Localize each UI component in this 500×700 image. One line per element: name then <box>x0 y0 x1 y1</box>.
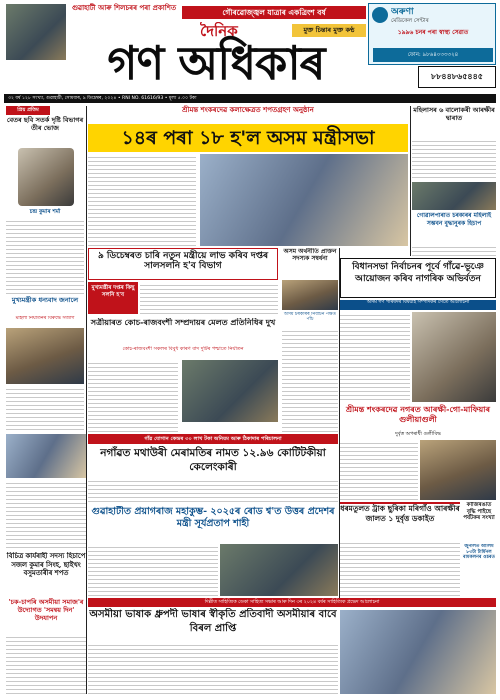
lead-headline[interactable]: ১৪ৰ পৰা ১৮ হ'ল অসম মন্ত্ৰীসভা <box>88 124 408 152</box>
election-photo <box>412 312 496 402</box>
lead-kicker[interactable]: শ্ৰীমন্ত শংকৰদেৱ কলাক্ষেত্ৰত শপতগ্ৰহণ অনুষ্ঠান <box>182 105 314 114</box>
title-word-small: দৈনিক <box>200 22 238 40</box>
ad-footer: ফোন: ৯৮৬৪০৩৩৩২৪ <box>373 48 493 62</box>
pradhan-headline[interactable]: বিচিত্ৰ কাৰ্যৰাহী সদস্য হিচাপে সজল কুমাৰ সিংহ, ছাইখং বসুমতাৰীৰ শপত <box>6 552 86 577</box>
kumbh-photo <box>6 434 86 478</box>
cm-body-text <box>6 386 84 432</box>
samaj-body <box>6 634 86 694</box>
cm-thanks-sub: মহিলা নিৰ্যাতনৰ বিৰুদ্ধে সজাগ <box>15 316 75 321</box>
mafia-headline[interactable]: শ্ৰীমন্ত শংকৰদেৱ নগৰত আৰক্ষী-গো-মাফিয়াৰ গুলীয়াগুলী <box>345 404 491 424</box>
accident-headline[interactable]: ধৰমতুলত ট্ৰাক ছুৰিকা মৰিগাঁও আৰক্ষীৰ জালত ১ দুৰ্বৃত্ত ডকাইত <box>340 502 460 538</box>
mafia-photo <box>420 440 496 500</box>
language-banner: দিল্লীত সাহিত্যিক ডেকা সাহিত্য সভাৰ আৰু দিন ৩ৰ ২০২৪ বৰ্ষৰ সাহিত্যিক প্ৰভেদ আলোচনা <box>88 598 496 607</box>
koch-sub: কোচ-ৰাজবংশী সকলৰ বিবুধ কাৰণ বাদ দুটিৰ পশ্চাতে নিৰ্যাতন <box>122 346 244 352</box>
goalpara-body <box>412 244 496 256</box>
samaj-headline[interactable]: 'চক-চাপৰি অসমীয়া সমাজ'ৰ উদ্যোগত 'সমন্বয় দিন' উদযাপন <box>8 598 84 622</box>
red-news-strip[interactable]: গাঁৱ যোগান কেন্দ্ৰৰ ৩০ লাখ টকা অনিয়ম আৰু ঠিকাদাৰ পৰিচালনা <box>88 434 338 444</box>
portfolio-headline[interactable]: ৯ ডিচেম্বৰত চাৰি নতুন মন্ত্ৰীয়ে লাভ কৰিব দপ্তৰ সালসলনি হ'ব বিভাগ <box>88 248 278 280</box>
assam-sub: অসম চৰকাৰৰ নিৰ্বাচন পক্ষত পাঁচ <box>283 312 337 322</box>
portfolio-body <box>140 282 278 316</box>
left-body-text <box>6 218 84 294</box>
koch-body <box>88 360 178 432</box>
anniversary-banner: গৌৰৱোজ্জ্বল যাত্ৰাৰ একত্ৰিংশ বৰ্ষ <box>182 6 366 19</box>
election-sub: অসম গণ পৰিষদৰ বিষয়াই সম্পাদকৰ সৈতে আলোচনা <box>340 300 496 310</box>
ad-body: ১৯৯৬ চনৰ পৰা স্বাস্থ্য সেৱাত <box>397 29 469 36</box>
top-teaser[interactable]: গুৱাহাটী আৰু শিলচৰৰ পৰা প্ৰকাশিত <box>71 3 177 12</box>
column-divider <box>86 106 87 694</box>
column-divider <box>410 106 411 256</box>
koch-photo <box>182 360 278 422</box>
newspaper-title: গণ অধিকাৰ <box>107 36 325 90</box>
mafia-sub: দুৰ্বৃত্ত অপৰাধী গুলীবিদ্ধ <box>395 431 441 437</box>
women-title[interactable]: মহিলাসৰ ৬ বালোকৰী আৰক্ষীৰ দ্বাৰাত <box>413 106 495 122</box>
column-divider <box>339 248 340 598</box>
tagline: মুক্ত চিন্তাৰ মুক্ত কণ্ঠ <box>292 24 366 37</box>
nagaon-body <box>88 478 338 504</box>
lead-body-text <box>88 154 196 246</box>
left-label: প্ৰিয় প্ৰতিম <box>6 106 50 115</box>
assembly-title[interactable]: জুনালত আলিম ৮৩টা টাৰ্মিনল ৰামকলনৰ ওচৰত <box>463 544 495 561</box>
cricket-photo <box>6 4 66 60</box>
left-feature-title[interactable]: বেতৰ ছবি সতৰ্ক দৃষ্টি বিভাগৰ তীৰ ভোজ <box>6 116 84 132</box>
kumbh-left-body <box>6 480 86 550</box>
assam-headline[interactable]: অসম অৰ্থনীতি প্ৰাক্তন সদস্যক সম্বৰ্ধনা <box>283 248 337 262</box>
nagaon-headline[interactable]: নগাঁৱত মথাউৰী মেৰামতিৰ নামত ১২.৯৬ কোটিটকীয়া কেলেংকাৰী <box>100 447 326 473</box>
dateline-bar: ৩২ বৰ্ষ ১২৮ সংখ্যা, গুৱাহাটী, সোমবাৰ, ৯ ডিচেম্বৰ, ২০২৪ • RNI NO. 61616/93 • মূল্য ৫.০০ টকা <box>4 94 496 103</box>
cm-thanks-title[interactable]: মুখ্যমন্ত্ৰীক ধন্যবাদ জনালে <box>11 296 79 304</box>
assam-photo <box>282 280 338 310</box>
language-headline[interactable]: অসমীয়া ভাষাক ধ্ৰুপদী ভাষাৰ স্বীকৃতি প্ৰতিবাদী অসমীয়াৰ বাবে বিৰল প্ৰাপ্তি <box>89 609 337 634</box>
cabinet-photo <box>200 154 408 246</box>
assam-body <box>282 328 338 432</box>
author-photo <box>18 148 74 206</box>
ad-subtitle: মেডিকেল সেন্টাৰ <box>391 18 429 24</box>
portfolio-tag: মুখ্যমন্ত্ৰীৰ দপ্তৰ কিছু সলনি হ'ব <box>88 282 138 314</box>
accident-body <box>340 540 460 596</box>
left-byline: চন্দ্ৰ কুমাৰ শৰ্মা <box>29 209 61 215</box>
kumbh-headline[interactable]: গুৱাহাটীত প্ৰয়াগৰাজ মহাকুম্ভ- ২০২৫ৰ ৰোড শ্ব'ত উত্তৰ প্ৰদেশৰ মন্ত্ৰী সূৰ্যপ্ৰতাপ শাহী <box>91 506 335 529</box>
language-photo <box>340 610 496 694</box>
mafia-body <box>340 440 418 500</box>
election-body <box>340 312 410 402</box>
ad-title: অৰুণা <box>391 7 414 17</box>
ad-logo-icon <box>372 7 388 23</box>
kumbh-stage-photo <box>220 544 338 596</box>
women-photo <box>412 182 496 210</box>
election-headline[interactable]: বিধানসভা নিৰ্বাচনৰ পূৰ্বে গাঁৱে-ভূঞে আয়োজন কৰিব নাগৰিক অভিৰ্বতন <box>340 258 496 298</box>
goalpara-title[interactable]: গোৱালপাৰাত চৰকাৰৰ মহিলাই সম্ভবন বুদ্ধানুৰক হিচাপ <box>416 212 492 227</box>
language-body <box>88 642 338 694</box>
koch-headline[interactable]: সত্ৰীয়াৰত কোচ-ৰাজবংশী সম্প্ৰদায়ৰ মেলত প্ৰতিনিধিৰ দুখ <box>90 318 276 327</box>
kajiranga-title[interactable]: কাজিৰঙাত বৃদ্ধি পাইছে পৰ্যটকৰ সংখ্যা <box>463 502 495 522</box>
phone-box[interactable]: ৮৮৪৪৮৬৫৪৪৫ <box>418 66 496 88</box>
kumbh-body <box>88 544 218 596</box>
cm-photo <box>6 328 84 384</box>
ad-aruna[interactable] <box>368 3 496 65</box>
women-body <box>412 138 496 180</box>
